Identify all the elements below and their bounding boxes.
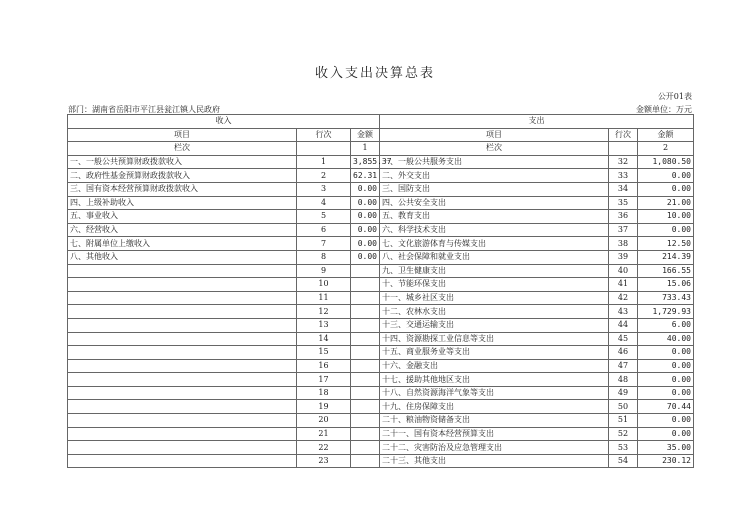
expense-item-cell: 二十三、其他支出	[380, 454, 609, 468]
income-amount-cell	[351, 441, 380, 455]
income-line-header: 行次	[297, 128, 351, 142]
income-amount-cell: 0.00	[351, 196, 380, 210]
page-title: 收入支出决算总表	[314, 66, 435, 81]
expense-line-cell: 48	[609, 373, 638, 387]
income-item-cell	[68, 291, 297, 305]
expense-line-cell: 32	[609, 155, 638, 169]
income-item-cell: 六、经营收入	[68, 223, 297, 237]
income-line-cell: 6	[297, 223, 351, 237]
income-item-cell: 三、国有资本经营预算财政拨款收入	[68, 182, 297, 196]
table-row	[68, 414, 694, 428]
income-section-header: 收入	[68, 115, 380, 129]
income-line-cell: 21	[297, 427, 351, 441]
expense-line-cell: 37	[609, 223, 638, 237]
expense-amount-cell: 166.55	[638, 264, 694, 278]
expense-item-cell: 二十一、国有资本经营预算支出	[380, 427, 609, 441]
income-amount-cell	[351, 318, 380, 332]
department-label: 部门：湖南省岳阳市平江县瓮江镇人民政府	[68, 105, 220, 114]
income-line-cell: 12	[297, 305, 351, 319]
expense-item-cell: 十四、资源勘探工业信息等支出	[380, 332, 609, 346]
table-row	[68, 237, 694, 251]
expense-item-cell: 十二、农林水支出	[380, 305, 609, 319]
income-amount-cell	[351, 264, 380, 278]
income-item-cell	[68, 373, 297, 387]
expense-line-cell: 53	[609, 441, 638, 455]
table-row	[68, 291, 694, 305]
income-line-cell: 9	[297, 264, 351, 278]
expense-amount-cell: 0.00	[638, 414, 694, 428]
income-item-cell	[68, 454, 297, 468]
income-line-index	[297, 142, 351, 156]
income-item-cell: 五、事业收入	[68, 210, 297, 224]
income-item-cell	[68, 386, 297, 400]
expense-line-index	[609, 142, 638, 156]
expense-item-cell: 十六、金融支出	[380, 359, 609, 373]
income-column-index: 1	[351, 142, 380, 156]
expense-amount-cell: 230.12	[638, 454, 694, 468]
expense-amount-cell: 10.00	[638, 210, 694, 224]
income-amount-cell: 0.00	[351, 210, 380, 224]
expense-amount-cell: 0.00	[638, 182, 694, 196]
expense-item-cell: 一、一般公共服务支出	[380, 155, 609, 169]
table-row	[68, 318, 694, 332]
expense-amount-cell: 15.06	[638, 278, 694, 292]
income-item-cell	[68, 318, 297, 332]
income-amount-cell: 62.31	[351, 169, 380, 183]
income-line-cell: 3	[297, 182, 351, 196]
expense-item-cell: 四、公共安全支出	[380, 196, 609, 210]
expense-line-cell: 47	[609, 359, 638, 373]
expense-line-cell: 51	[609, 414, 638, 428]
income-item-cell: 一、一般公共预算财政拨款收入	[68, 155, 297, 169]
income-amount-cell	[351, 373, 380, 387]
table-row	[68, 441, 694, 455]
income-item-cell	[68, 414, 297, 428]
expense-line-cell: 39	[609, 250, 638, 264]
expense-line-cell: 42	[609, 291, 638, 305]
expense-item-header: 项目	[380, 128, 609, 142]
income-amount-cell	[351, 386, 380, 400]
table-row	[68, 454, 694, 468]
expense-item-cell: 十九、住房保障支出	[380, 400, 609, 414]
income-amount-cell	[351, 427, 380, 441]
expense-amount-cell: 70.44	[638, 400, 694, 414]
table-row	[68, 250, 694, 264]
expense-column-label: 栏次	[380, 142, 609, 156]
income-amount-cell: 0.00	[351, 223, 380, 237]
expense-item-cell: 十、节能环保支出	[380, 278, 609, 292]
expense-line-cell: 38	[609, 237, 638, 251]
expense-amount-cell: 733.43	[638, 291, 694, 305]
income-amount-cell: 0.00	[351, 250, 380, 264]
expense-line-cell: 33	[609, 169, 638, 183]
income-line-cell: 5	[297, 210, 351, 224]
expense-line-cell: 54	[609, 454, 638, 468]
income-line-cell: 10	[297, 278, 351, 292]
table-row	[68, 332, 694, 346]
income-line-cell: 15	[297, 346, 351, 360]
income-line-cell: 2	[297, 169, 351, 183]
form-code: 公开01表	[657, 92, 692, 101]
income-line-cell: 16	[297, 359, 351, 373]
expense-amount-cell: 12.50	[638, 237, 694, 251]
income-item-cell	[68, 264, 297, 278]
income-line-cell: 4	[297, 196, 351, 210]
income-line-cell: 19	[297, 400, 351, 414]
table-row	[68, 223, 694, 237]
expense-line-cell: 36	[609, 210, 638, 224]
expense-item-cell: 七、文化旅游体育与传媒支出	[380, 237, 609, 251]
table-body	[68, 155, 694, 468]
expense-line-cell: 46	[609, 346, 638, 360]
table-row	[68, 400, 694, 414]
income-amount-cell	[351, 414, 380, 428]
income-line-cell: 14	[297, 332, 351, 346]
table-row	[68, 196, 694, 210]
expense-amount-cell: 21.00	[638, 196, 694, 210]
income-line-cell: 23	[297, 454, 351, 468]
expense-item-cell: 九、卫生健康支出	[380, 264, 609, 278]
column-header-row	[68, 128, 694, 142]
income-amount-cell: 0.00	[351, 237, 380, 251]
expense-amount-cell: 1,729.93	[638, 305, 694, 319]
table-row	[68, 182, 694, 196]
expense-amount-cell: 0.00	[638, 223, 694, 237]
expense-section-header: 支出	[380, 115, 694, 129]
table-row	[68, 386, 694, 400]
expense-item-cell: 三、国防支出	[380, 182, 609, 196]
income-amount-cell	[351, 346, 380, 360]
table-row	[68, 155, 694, 169]
income-line-cell: 17	[297, 373, 351, 387]
income-item-cell	[68, 278, 297, 292]
income-amount-cell	[351, 291, 380, 305]
expense-line-cell: 34	[609, 182, 638, 196]
expense-item-cell: 五、教育支出	[380, 210, 609, 224]
expense-item-cell: 十三、交通运输支出	[380, 318, 609, 332]
table-row	[68, 169, 694, 183]
expense-line-cell: 40	[609, 264, 638, 278]
expense-item-cell: 二十、粮油物资储备支出	[380, 414, 609, 428]
income-column-label: 栏次	[68, 142, 297, 156]
income-line-cell: 1	[297, 155, 351, 169]
table-row	[68, 305, 694, 319]
table-row	[68, 359, 694, 373]
section-header-row	[68, 115, 694, 129]
income-amount-cell: 0.00	[351, 182, 380, 196]
expense-amount-cell: 6.00	[638, 318, 694, 332]
expense-item-cell: 二、外交支出	[380, 169, 609, 183]
expense-item-cell: 六、科学技术支出	[380, 223, 609, 237]
income-amount-cell	[351, 359, 380, 373]
expense-line-cell: 52	[609, 427, 638, 441]
table-row	[68, 346, 694, 360]
expense-line-cell: 41	[609, 278, 638, 292]
income-item-cell	[68, 427, 297, 441]
expense-item-cell: 十七、援助其他地区支出	[380, 373, 609, 387]
income-item-cell	[68, 359, 297, 373]
expense-amount-cell: 0.00	[638, 427, 694, 441]
expense-line-cell: 35	[609, 196, 638, 210]
expense-item-cell: 十五、商业服务业等支出	[380, 346, 609, 360]
expense-amount-cell: 0.00	[638, 386, 694, 400]
income-item-cell	[68, 346, 297, 360]
expense-amount-cell: 0.00	[638, 373, 694, 387]
expense-line-cell: 49	[609, 386, 638, 400]
income-item-cell	[68, 441, 297, 455]
income-line-cell: 20	[297, 414, 351, 428]
expense-amount-header: 金额	[638, 128, 694, 142]
income-line-cell: 11	[297, 291, 351, 305]
expense-amount-cell: 40.00	[638, 332, 694, 346]
income-expense-table	[67, 114, 694, 468]
expense-item-cell: 十一、城乡社区支出	[380, 291, 609, 305]
expense-amount-cell: 35.00	[638, 441, 694, 455]
table-row	[68, 373, 694, 387]
income-line-cell: 8	[297, 250, 351, 264]
income-line-cell: 18	[297, 386, 351, 400]
income-item-cell	[68, 305, 297, 319]
income-item-cell: 四、上级补助收入	[68, 196, 297, 210]
expense-item-cell: 八、社会保障和就业支出	[380, 250, 609, 264]
expense-amount-cell: 0.00	[638, 169, 694, 183]
income-item-cell: 八、其他收入	[68, 250, 297, 264]
income-amount-header: 金额	[351, 128, 380, 142]
expense-line-header: 行次	[609, 128, 638, 142]
expense-line-cell: 50	[609, 400, 638, 414]
income-item-header: 项目	[68, 128, 297, 142]
income-item-cell	[68, 400, 297, 414]
expense-amount-cell: 0.00	[638, 346, 694, 360]
income-amount-cell: 3,855.37	[351, 155, 380, 169]
income-amount-cell	[351, 454, 380, 468]
income-line-cell: 7	[297, 237, 351, 251]
expense-line-cell: 45	[609, 332, 638, 346]
income-amount-cell	[351, 305, 380, 319]
expense-item-cell: 十八、自然资源海洋气象等支出	[380, 386, 609, 400]
income-amount-cell	[351, 400, 380, 414]
expense-column-index: 2	[638, 142, 694, 156]
income-amount-cell	[351, 278, 380, 292]
column-index-row	[68, 142, 694, 156]
expense-line-cell: 43	[609, 305, 638, 319]
table-row	[68, 264, 694, 278]
income-line-cell: 22	[297, 441, 351, 455]
income-item-cell	[68, 332, 297, 346]
expense-amount-cell: 1,080.50	[638, 155, 694, 169]
income-amount-cell	[351, 332, 380, 346]
table-row	[68, 210, 694, 224]
table-row	[68, 427, 694, 441]
unit-label: 金额单位：万元	[636, 105, 692, 114]
expense-amount-cell: 214.39	[638, 250, 694, 264]
expense-item-cell: 二十二、灾害防治及应急管理支出	[380, 441, 609, 455]
expense-line-cell: 44	[609, 318, 638, 332]
table-row	[68, 278, 694, 292]
income-item-cell: 二、政府性基金预算财政拨款收入	[68, 169, 297, 183]
income-item-cell: 七、附属单位上缴收入	[68, 237, 297, 251]
income-line-cell: 13	[297, 318, 351, 332]
expense-amount-cell: 0.00	[638, 359, 694, 373]
